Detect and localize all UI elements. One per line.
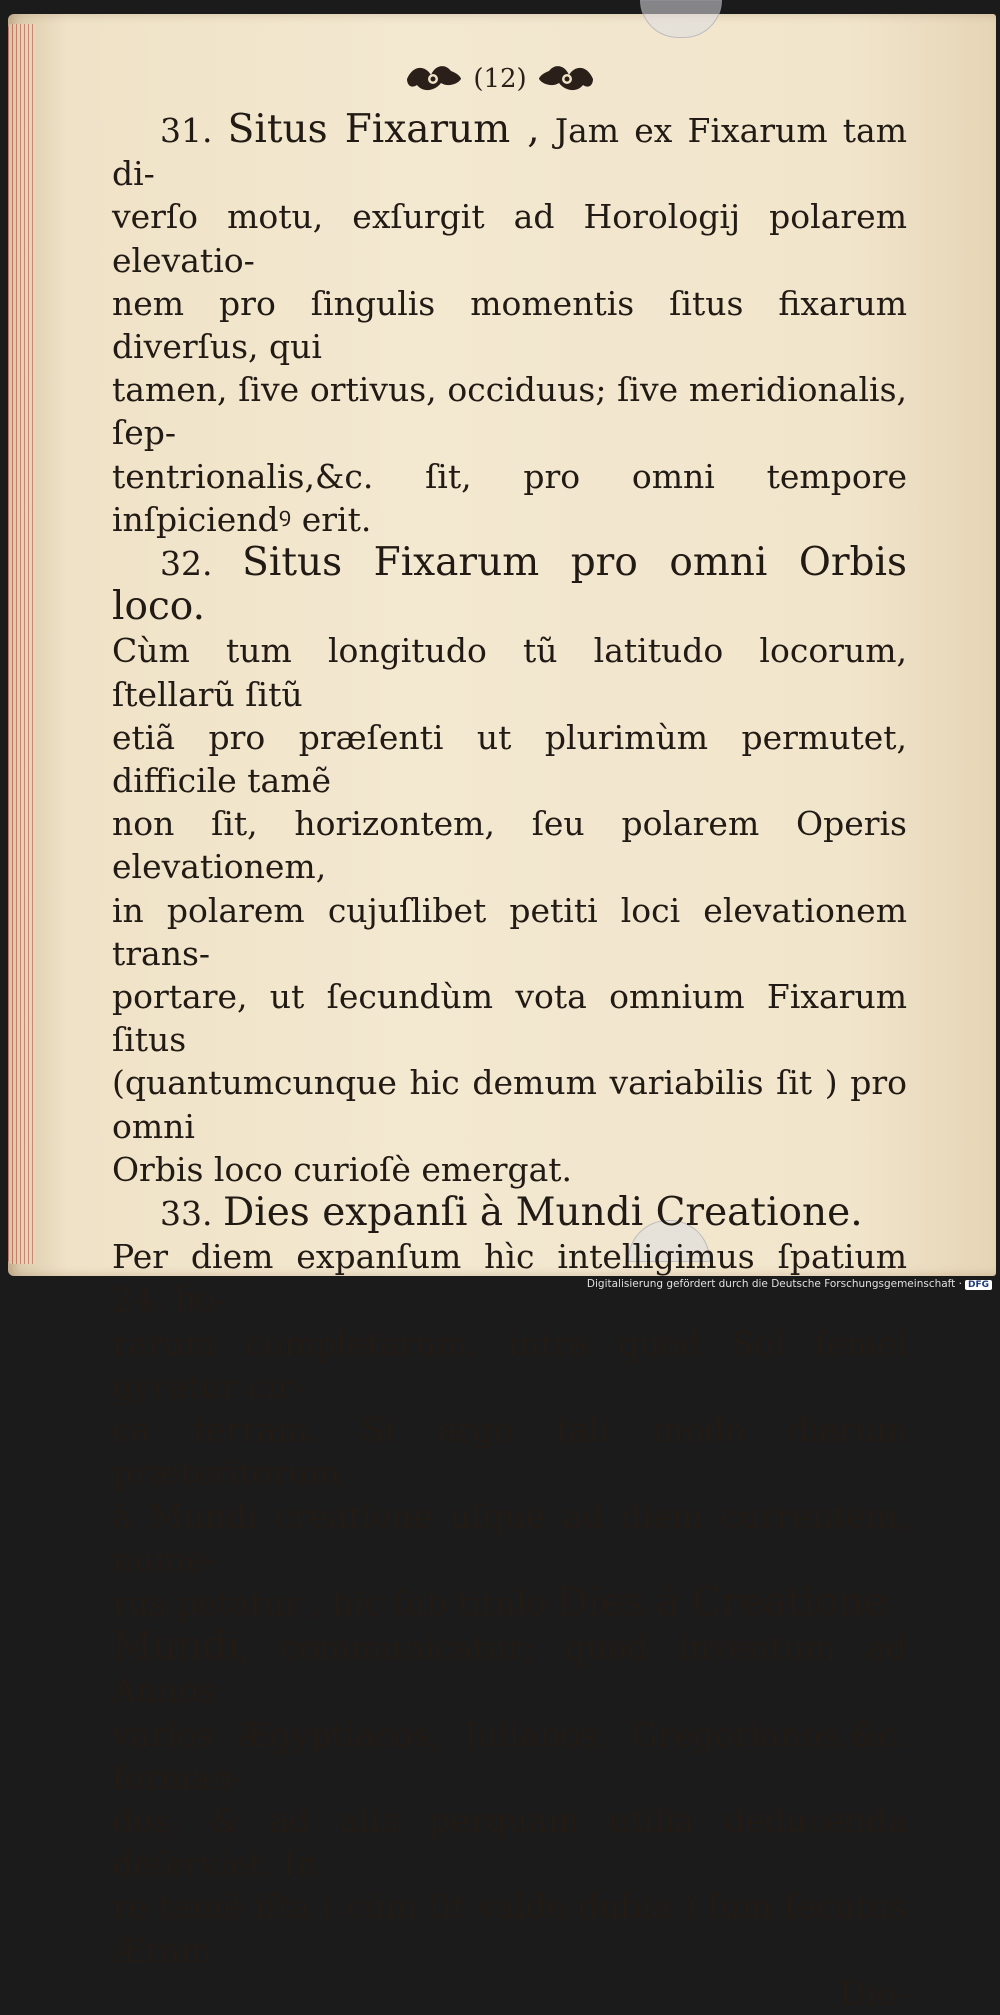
dfg-logo: DFG: [965, 1280, 992, 1290]
text-line: Orbis loco curioſè emergat.: [112, 1149, 573, 1189]
text-line: nem pro ſingulis momentis ſitus fixarum diverſus, qui: [112, 283, 907, 367]
body-text: [112, 108, 907, 2015]
text-line: à Mundi creatione uſque ad diem currentem, nume-: [112, 1496, 907, 1579]
catchword: Dio-: [838, 1973, 907, 2013]
digitization-credit: [587, 1278, 992, 1290]
text-line: tamen, ſive ortivus, occiduus; ſive meridionalis, ſep-: [112, 370, 907, 453]
ornament-left-icon: [403, 62, 465, 96]
section-heading: Situs Fixarum pro omni Orbis loco.: [112, 540, 907, 630]
text-line: non ſit, horizontem, ſeu polarem Operis elevationem,: [112, 804, 907, 887]
text-line: etiã pro præſenti ut plurimùm permutet, difficile tamẽ: [112, 717, 907, 801]
text-line: Per diem expanſum hìc intelligimus ſpatium 24. ho-: [112, 1237, 907, 1320]
text-line: verſo motu, exſurgit ad Horologij polarem elevatio-: [112, 197, 907, 280]
section-31-first-line: [112, 108, 907, 195]
credit-text: Digitalisierung gefördert durch die Deutsche Forschungsgemeinschaft ·: [586, 1278, 962, 1290]
text-span: rus petatur , hic ſub titulo: [112, 1583, 547, 1623]
section-32-heading-line: [112, 541, 907, 629]
text-line: rarum completarum, intra quod Sol ſemel gyratur cir-: [112, 1323, 907, 1406]
text-line: varios Ægyptiacos, Julianos, Gregorianos.&c. forman-: [112, 1714, 907, 1797]
section-number: 31.: [160, 111, 213, 150]
inline-title: Mundi: [112, 1624, 240, 1670]
section-heading: Dies expanſi à Mundi Creatione.: [222, 1190, 863, 1236]
text-line: Jam ex Fixarum tam di-: [112, 111, 907, 194]
text-line: tentrionalis,&c. ſit, pro omni tempore inſpiciendꝰ erit.: [112, 456, 907, 539]
section-heading: Situs Fixarum ,: [227, 107, 540, 152]
section-number: 32.: [160, 544, 213, 584]
text-line: portare, ut ſecundùm vota omnium Fixarum ſitus: [112, 977, 907, 1060]
section-number: 33.: [160, 1194, 213, 1234]
text-line: re tamẽ iſta ( cùm ſit valde dubia ) ſum ſecutus Æram: [112, 1887, 907, 1970]
page-header: [0, 62, 1000, 96]
text-span: , communicatur; quod inventum ad Annos: [112, 1628, 907, 1711]
text-line: dos, & ad alia perquam utilia deducenda deſerviet. In: [112, 1800, 907, 1884]
inline-title: Dies á Creatione: [556, 1579, 887, 1625]
ornament-right-icon: [535, 62, 597, 96]
text-line: ca terram. Si ergo tali modo dierum præteritorum: [112, 1410, 907, 1493]
text-line-with-title: [112, 1581, 907, 1625]
page-number: (12): [473, 64, 527, 94]
text-line: (quantumcunque hic demum variabilis ſit ) pro omni: [112, 1063, 907, 1146]
page-edge-stack: [8, 24, 36, 1264]
text-line: in polarem cujuſlibet petiti loci elevationem trans-: [112, 890, 907, 973]
text-line-with-title: [112, 1625, 907, 1712]
section-33-heading-line: [112, 1191, 907, 1235]
text-line: Cùm tum longitudo tũ latitudo locorum, ſtellarũ ſitũ: [112, 631, 907, 714]
